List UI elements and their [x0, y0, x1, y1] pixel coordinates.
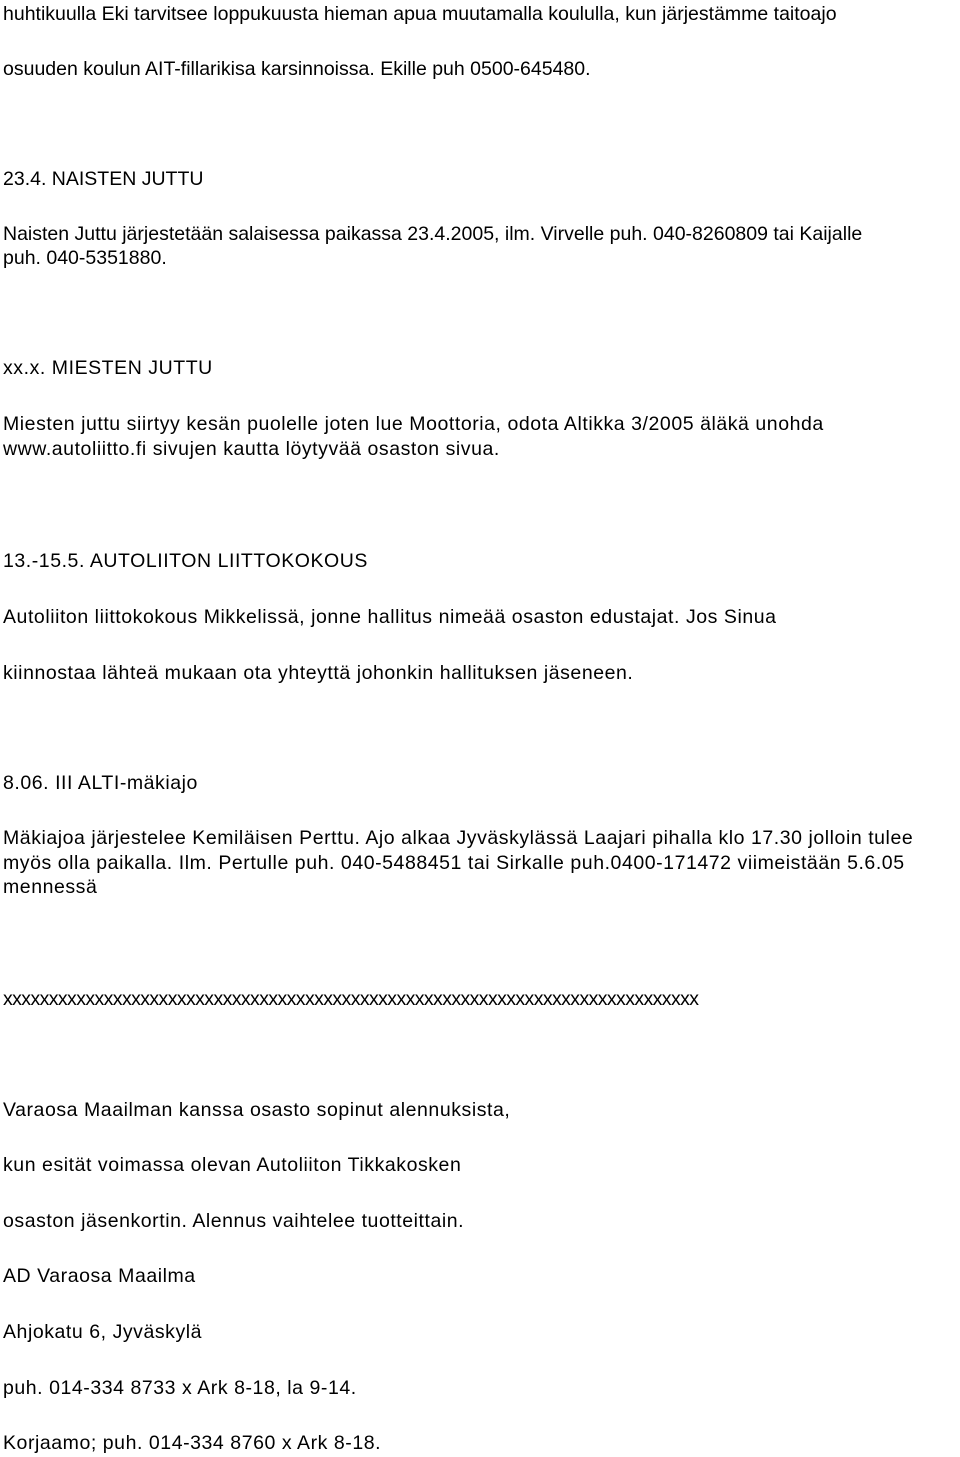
intro-line-1: huhtikuulla Eki tarvitsee loppukuusta hieman apua muutamalla koululla, kun järjestämme taitoajo: [3, 3, 837, 25]
makiajo-heading: 8.06. III ALTI-mäkiajo: [3, 772, 198, 794]
makiajo-line-1: Mäkiajoa järjestelee Kemiläisen Perttu. Ajo alkaa Jyväskylässä Laajari pihalla klo 17.30 jolloin tulee: [3, 827, 914, 849]
intro-line-2: osuuden koulun AIT-fillarikisa karsinnoissa. Ekille puh 0500-645480.: [3, 58, 591, 80]
liittokokous-line-2: kiinnostaa lähteä mukaan ota yhteyttä johonkin hallituksen jäseneen.: [3, 662, 634, 684]
ad-address: Ahjokatu 6, Jyväskylä: [3, 1321, 203, 1343]
makiajo-line-2: myös olla paikalla. Ilm. Pertulle puh. 040-5488451 tai Sirkalle puh.0400-171472 viimeistään 5.6.05: [3, 852, 905, 874]
naisten-line-2: puh. 040-5351880.: [3, 247, 167, 269]
ad-repair-phone: Korjaamo; puh. 014-334 8760 x Ark 8-18.: [3, 1432, 382, 1454]
naisten-line-1: Naisten Juttu järjestetään salaisessa paikassa 23.4.2005, ilm. Virvelle puh. 040-8260809 tai Kaijalle: [3, 223, 863, 245]
liittokokous-line-1: Autoliiton liittokokous Mikkelissä, jonne hallitus nimeää osaston edustajat. Jos Sinua: [3, 606, 777, 628]
ad-line-2: kun esität voimassa olevan Autoliiton Tikkakosken: [3, 1154, 462, 1176]
miesten-line-1: Miesten juttu siirtyy kesän puolelle joten lue Moottoria, odota Altikka 3/2005 äläkä unohda: [3, 413, 824, 435]
ad-name: AD Varaosa Maailma: [3, 1265, 196, 1287]
ad-line-1: Varaosa Maailman kanssa osasto sopinut alennuksista,: [3, 1099, 511, 1121]
separator-line: xxxxxxxxxxxxxxxxxxxxxxxxxxxxxxxxxxxxxxxxxxxxxxxxxxxxxxxxxxxxxxxxxxxxxxxxxxxx: [3, 988, 699, 1010]
ad-line-3: osaston jäsenkortin. Alennus vaihtelee tuotteittain.: [3, 1210, 465, 1232]
miesten-heading: xx.x. MIESTEN JUTTU: [3, 357, 213, 379]
makiajo-line-3: mennessä: [3, 876, 98, 898]
liittokokous-heading: 13.-15.5. AUTOLIITON LIITTOKOKOUS: [3, 550, 368, 572]
naisten-heading: 23.4. NAISTEN JUTTU: [3, 168, 204, 190]
ad-phone: puh. 014-334 8733 x Ark 8-18, la 9-14.: [3, 1377, 357, 1399]
miesten-line-2: www.autoliitto.fi sivujen kautta löytyvää osaston sivua.: [3, 438, 500, 460]
